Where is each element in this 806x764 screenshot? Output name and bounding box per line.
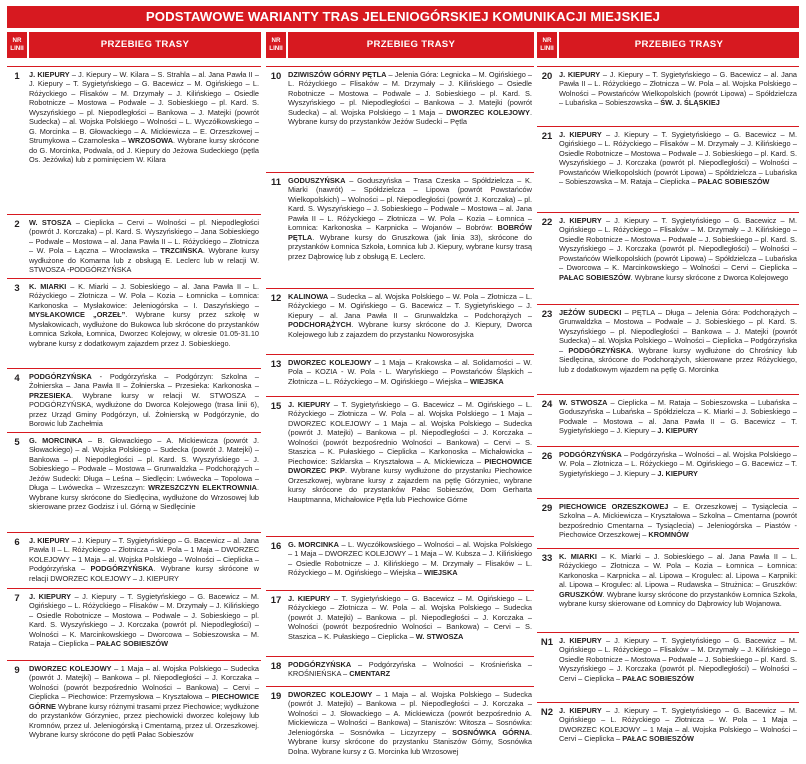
route-description: DWORZEC KOLEJOWY – 1 Maja – al. Wojska Polskiego – Sudecka (powrót J. Matejki) – Bankowa – pl. Niepodległości – J. Korczaka – Wolności – J. Słowackiego – A. Mickiewicza (powrót bezpośrednio A. Mickiewicza – Wolności – Bankowa) – Staniszów: Witosza – Sosnówka: Jeleniogórska – Sosnówka – Liczyrzepy – SOSNÓWKA GÓRNA. Wybrane kursy skrócone do przystanku Staniszów Górny, Sosnówka Dolna. Wybrane kursy z G. Morcinka lub Wrzosowej [288, 690, 532, 756]
route-description: PODGÓRZYŃSKA – Podgórzyńska – Wolności – Krośnieńska – KROŚNIEŃSKA – CMENTARZ [288, 660, 532, 679]
line-number: 15 [270, 401, 282, 412]
route-entry [537, 394, 799, 446]
route-description: J. KIEPURY – J. Kiepury – T. Sygietyńskiego – G. Bacewicz – M. Ogińskiego – L. Różyckiego – Flisaków – M. Drzymały – J. Kilińskiego – Osiedle Robotnicze – Mostowa – Podwale – J. Sobieskiego – pl. Kard. S. Wyszyńskiego – J. Korczaka (powrót pl. Niepodległości) – Wolności – Powstańców Wielkopolskich (powrót Lipowa) – Spółdzielcza – Lubańska – Sobieszowska – M. Rataja – Cieplicka – PAŁAC SOBIESZÓW [559, 130, 797, 187]
route-description: JEŻÓW SUDECKI – PĘTLA – Długa – Jelenia Góra: Podchorążych – Grunwaldzka – Mostowa – Podwale – J. Sobieskiego – pl. Kard. S. Wyszyńskiego – pl. Niepodległości – Bankowa – J. Matejki (powrót Sudecka) – al. Wojska Polskiego – Wolności – Cieplicka – Podgórzyńska – PODGÓRZYŃSKA. Wybrane kursy wydłużone do Chrośnicy lub Siedlęcina, skrócone do Podchorążych, skierowane przez Różyckiego, lub z dodatkowym wjazdem na pętlę G. Morcinka [559, 308, 798, 374]
route-entry [7, 432, 261, 532]
route-entry [266, 66, 534, 172]
line-number: 2 [14, 219, 20, 230]
routes-column-3 [537, 32, 799, 758]
line-number: 22 [541, 217, 553, 228]
routes-column-1 [7, 32, 261, 758]
route-description: K. MIARKI – K. Miarki – J. Sobieskiego – al. Jana Pawła II – L. Różyckiego – Złotnicza – W. Pola – Kozia – Łomnicka – Łomnica: Karkonoska – Mysłakowice: Jeleniogórska – I. Daszyńskiego – MYSŁAKOWICE „ORZEŁ”. Wybrane kursy przez szkołę w Mysłakowicach, wydłużone do Bukowca lub skrócone do przystanków Łomnica Szkoła, Łomnica, Dworzec Kolejowy, w okresie 01.05-31.10 wybrane kursy z dodatkowym zajazdem przez J. Sobieskiego. [29, 282, 260, 348]
route-description: J. KIEPURY – T. Sygietyńskiego – G. Bacewicz – M. Ogińskiego – L. Różyckiego – Złotnicza – W. Pola – al. Wojska Polskiego – 1 Maja – DWORZEC KOLEJOWY – 1 Maja – al. Wojska Polskiego – Sudecka (powrót J. Matejki) – Bankowa – pl. Niepodległości – J. Korczaka – Wolności (powrót bezpośrednio Wolności – Bankowa) – Cervi – S. Staszica – K. Pułaskiego – Cieplicka – Karkonoska – Michałowicka – Piechowice: Szklarska – Kryształowa – A. Mickiewicza – PIECHOWICE DWORZEC PKP. Wybrane kursy wydłużone do przystanku Piechowice Orzeszkowej, wybrane kursy z zajazdem na pętlę Górzyniec, wybrane kursy skrócone do przystanków Pałac Sobieszów, Dom Gerharta Hauptmanna, Michałowice Pętla lub Piechowice Górne [288, 400, 533, 504]
route-description: G. MORCINKA – B. Głowackiego – A. Mickiewicza (powrót J. Słowackiego) – al. Wojska Polskiego – Sudecka (powrót J. Matejki) – Bankowa – pl. Niepodległości – pl. Kard. S. Wyszyńskiego – J. Sobieskiego – Podwale – Mostowa – Grunwaldzka – Podchorążych – Jeżów Sudecki: Długa – Leśna – Siedlęcin: Lwówecka – Topolowa – Długa – Lwówecka – Wrzeszczyn: WRZESZCZYN ELEKTROWNIA. Wybrane kursy skrócone do Siedlęcina, wydłużone do Wrzosowej lub skierowane przez Godzisz i ul. Górną w Siedlęcinie [29, 436, 259, 512]
route-entry [266, 536, 534, 590]
route-header: PRZEBIEG TRASY [559, 32, 799, 58]
page-title: PODSTAWOWE WARIANTY TRAS JELENIOGÓRSKIEJ KOMUNIKACJI MIEJSKIEJ [7, 6, 799, 28]
route-description: J. KIEPURY – T. Sygietyńskiego – G. Bacewicz – M. Ogińskiego – L. Różyckiego – Złotnicza – W. Pola – al. Wojska Polskiego – Sudecka (powrót J. Matejki) – Bankowa – pl. Niepodległości – J. Korczaka – Wolności (powrót bezpośrednio Wolności – Bankowa) – Cervi – S. Staszica – K. Pułaskiego – Cieplicka – W. STWOSZA [288, 594, 533, 641]
line-number-header: NR LINII [266, 32, 286, 58]
route-description: PODGÓRZYŃSKA – Podgórzyńska – Wolności – al. Wojska Polskiego – W. Pola – Złotnicza – L. Różyckiego – M. Ogińskiego – G. Bacewicz – T. Sygietyńskiego – J. Kiepury – J. KIEPURY [559, 450, 797, 478]
route-description: K. MIARKI – K. Miarki – J. Sobieskiego – al. Jana Pawła II – L. Różyckiego – Złotnicza – W. Pola – Kozia – Łomnica – Łomnica: Karkonoska – Karpnicka – al. Lipowa – Krogulec: al. Lipowa – Karpniki: al. Lipowa – Krogulec: al. Lipowa – Rudawska – Strużnica: – Gruszków: GRUSZKÓW. Wybrane kursy skrócone do przystanków Łomnica Szkoła, wybrane kursy skierowane od Łomnicy do Dąbrowicy lub Wojanowa. [559, 552, 797, 609]
route-description: J. KIEPURY – J. Kiepury – T. Sygietyńskiego – G. Bacewicz – al. Jana Pawła II – L. Różyckiego – Złotnicza – W. Pola – 1 Maja – DWORZEC KOLEJOWY – 1 Maja – al. Wojska Polskiego – Wolności – Cieplicka – Podgórzyńska – PODGÓRZYŃSKA. Wybrane kursy skrócone w relacji DWORZEC KOLEJOWY – J. KIEPURY [29, 536, 260, 583]
line-number: N1 [540, 637, 554, 648]
column-header [7, 32, 261, 58]
line-number: 16 [270, 541, 282, 552]
route-entry [7, 368, 261, 432]
route-entry [537, 66, 799, 126]
line-number: 21 [541, 131, 553, 142]
line-number: 11 [270, 177, 282, 188]
route-entry [266, 656, 534, 686]
line-number: 18 [270, 661, 282, 672]
line-number: 4 [14, 373, 20, 384]
line-number: 5 [14, 437, 20, 448]
route-entry [7, 532, 261, 588]
route-entry [266, 590, 534, 656]
route-description: PODGÓRZYŃSKA - Podgórzyńska – Podgórzyn: Szkolna – Żołnierska – Jana Pawła II – Żołnierska – Przesieka: Karkonoska – PRZESIEKA. Wybrane kursy w relacji W. STWOSZA – PODGÓRZYŃSKA, wydłużone do Dworca Kolejowego (trasa linii 6), przez Urząd Gminy Podgórzyn, ul. Żołnierską w Podgórzynie, do Borowic lub Zachełmia [29, 372, 259, 429]
line-number: 29 [541, 503, 553, 514]
route-entry [537, 212, 799, 304]
route-description: GODUSZYŃSKA – Goduszyńska – Trasa Czeska – Spółdzielcza – K. Miarki (nawrót) – Spółdzielcza – Lipowa (powrót Powstańców Wielkopolskich) – Wolności – pl. Niepodległości (powrót J. Korczaka) – pl. Kard. S. Wyszyńskiego – J. Sobieskiego – Podwale – Mostowa – al. Jana Pawła II – L. Różyckiego – Złotnicza – W. Pola – Kozia – Łomnica – Łomnica: Karkonoska – Karpnicka – Wojanów – Bobrów: BOBRÓW PĘTLA. Wybrane kursy do Gruszkowa (jak linia 33), skrócone do przystanków Łomnica Szkoła, Łomnica lub J. Kiepury, wybrane kursy trasą przez Dąbrowicę lub z obsługą E. Leclerc. [288, 176, 532, 261]
route-description: J. KIEPURY – J. Kiepury – T. Sygietyńskiego – G. Bacewicz – M. Ogińskiego – L. Różyckiego – Flisaków – M. Drzymały – J. Kilińskiego – Osiedle Robotnicze – Mostowa – Podwale – J. Sobieskiego – pl. Kard. S. Wyszyńskiego – J. Korczaka (powrót pl. Niepodległości) – Wolności – Powstańców Wielkopolskich (powrót Lipowa) – Spółdzielcza – Lubańska – Dworcowa – K. Marcinkowskiego – Wolności – Cervi – Cieplicka – PAŁAC SOBIESZÓW. Wybrane kursy skrócone z Dworca Kolejowego [559, 216, 797, 282]
route-entry [7, 214, 261, 278]
line-number: 26 [541, 451, 553, 462]
route-description: J. KIEPURY – J. Kiepury – T. Sygietyńskiego – G. Bacewicz – M. Ogińskiego – L. Różyckiego – Flisaków – M. Drzymały – J. Kilińskiego – Osiedle Robotnicze – Mostowa – Podwale – J. Sobieskiego – pl. Kard. S. Wyszyńskiego – J. Korczaka (powrót pl. Niepodległości) – Wolności – K. Marcinkowskiego – Dworcowa – Sobieszowska – M. Rataja – Cieplicka – PAŁAC SOBIESZÓW [29, 592, 259, 649]
line-number: 10 [270, 71, 282, 82]
route-description: G. MORCINKA – L. Wyczółkowskiego – Wolności – al. Wojska Polskiego – 1 Maja – DWORZEC KOLEJOWY – 1 Maja – W. Kubsza – J. Kilińskiego – Osiedle Robotnicze – J. Kilińskiego – M. Drzymały – Flisaków – L. Różyckiego – M. Ogińskiego – Wiejska – WIEJSKA [288, 540, 532, 578]
line-number: 20 [541, 71, 553, 82]
line-number: 24 [541, 399, 553, 410]
route-description: J. KIEPURY – J. Kiepury – T. Sygietyńskiego – G. Bacewicz – M. Ogińskiego – L. Różyckiego – Flisaków – M. Drzymały – J. Kilińskiego – Osiedle Robotnicze – Mostowa – Podwale – J. Sobieskiego – pl. Kard. S. Wyszyńskiego – J. Korczaka (powrót pl. Niepodległości) – Wolności – Cervi – Cieplicka – PAŁAC SOBIESZÓW [559, 636, 797, 683]
route-header: PRZEBIEG TRASY [29, 32, 261, 58]
line-number: 17 [270, 595, 282, 606]
route-description: DWORZEC KOLEJOWY – 1 Maja – Krakowska – al. Solidarności – W. Pola – KOZIA - W. Pola - L. Waryńskiego – Powstańców Śląskich – Złotnicza – L. Różyckiego – M. Ogińskiego – Wiejska – WIEJSKA [288, 358, 532, 386]
route-description: PIECHOWICE ORZESZKOWEJ – E. Orzeszkowej – Tysiąclecia – Szkolna – A. Mickiewicza – Kryształowa – Szkolna – Cmentarna (powrót bezpośrednio Cmentarna – Tysiąclecia) – Jeleniogórska – Piastów - Piechowice Orzeszkowej – KROMNÓW [559, 502, 797, 540]
route-entry [537, 304, 799, 394]
route-description: J. KIEPURY – J. Kiepury – T. Sygietyńskiego – G. Bacewicz – al. Jana Pawła II – L. Różyckiego – Złotnicza – W. Pola – al. Wojska Polskiego – Wolności – Powstańców Wielkopolskich (powrót Lipowa) – Spółdzielcza – Lubańska – Sobieszowska – ŚW. J. ŚLĄSKIEJ [559, 70, 797, 108]
route-entry [266, 686, 534, 758]
line-number-header: NR LINII [7, 32, 27, 58]
line-number: 19 [270, 691, 282, 702]
line-number: 7 [14, 593, 20, 604]
route-description: J. KIEPURY – J. Kiepury – W. Kilara – S. Strahla – al. Jana Pawła II – J. Kiepury – T. Sygietyńskiego – G. Bacewicz – M. Ogińskiego – L. Różyckiego – Flisaków – M. Drzymały – J. Kilińskiego – Osiedle Robotnicze – Mostowa – Podwale – J. Sobieskiego – pl. Kard. S. Wyszyńskiego – pl. Niepodległości – Bankowa – J. Matejki (powrót Sudecka) – al. Wojska Polskiego – Wolności – L. Wyczółkowskiego – G. Morcinka – B. Głowackiego – A. Mickiewicza – E. Orzeszkowej – Strumykowa – Czarnoleska – WRZOSOWA. Wybrane kursy skrócone do G. Morcinka, Podwala, od J. Kiepury do Jeżowa Sudeckiego (pętla Os. Jeżówka) lub z pominięciem W. Kilara [29, 70, 259, 165]
line-number: 6 [14, 537, 20, 548]
route-entry [266, 172, 534, 288]
route-entry [7, 588, 261, 660]
route-description: J. KIEPURY – J. Kiepury – T. Sygietyńskiego – G. Bacewicz – M. Ogińskiego – L. Różyckiego – Złotnicza – W. Pola – 1 Maja – DWORZEC KOLEJOWY – 1 Maja – al. Wojska Polskiego – Wolności – Cervi – Cieplicka – PAŁAC SOBIESZÓW [559, 706, 797, 744]
route-entry [7, 278, 261, 368]
route-description: KALINOWA – Sudecka – al. Wojska Polskiego – W. Pola – Złotnicza – L. Różyckiego – M. Ogińskiego – G. Bacewicz – T. Sygietyńskiego – J. Kiepury – al. Jana Pawła II – Grunwaldzka – Podchorążych – PODCHORĄŻYCH. Wybrane kursy skrócone do J. Kiepury, Dworca Kolejowego lub z zajazdem do przystanku Noworosyjska [288, 292, 532, 339]
route-entry [537, 548, 799, 632]
route-entry [7, 66, 261, 214]
line-number-header: NR LINII [537, 32, 557, 58]
column-header [266, 32, 534, 58]
route-header: PRZEBIEG TRASY [288, 32, 534, 58]
route-entry [537, 498, 799, 548]
line-number: N2 [540, 707, 554, 718]
route-description: DZIWISZÓW GÓRNY PĘTLA – Jelenia Góra: Legnicka – M. Ogińskiego – L. Różyckiego – Flisaków – M. Drzymały – J. Kilińskiego – Osiedle Robotnicze – Mostowa – Podwale – J. Sobieskiego – pl. Kard. S. Wyszyńskiego – pl. Niepodległości – Bankowa – J. Matejki (powrót Sudecka) – al. Wojska Polskiego – 1 Maja – DWORZEC KOLEJOWY. Wybrane kursy do przystanków Jeżów Sudecki – Pętla [288, 70, 532, 127]
route-entry [537, 702, 799, 758]
route-description: DWORZEC KOLEJOWY – 1 Maja – al. Wojska Polskiego – Sudecka (powrót J. Matejki) – Bankowa – pl. Niepodległości – J. Korczaka – Wolności (powrót bezpośrednio Wolności – Bankowa) – Cervi – Cieplicka – Piechowice: Przemysłowa – Kryształowa – PIECHOWICE GÓRNE Wybrane kursy różnymi trasami przez Piechowice; wydłużone do przystanków Górzyniec, przez piechowicki dworzec kolejowy lub Kromnów, przez ul. Jeleniogórską i Cmentarną, przez ul. Orzeszkowej. Wybrane kursy skrócone do pętli Pałac Sobieszów [29, 664, 259, 740]
route-entry [537, 632, 799, 702]
route-entry [266, 354, 534, 396]
route-entry [537, 126, 799, 212]
line-number: 13 [270, 359, 282, 370]
route-description: W. STWOSZA – Cieplicka – M. Rataja – Sobieszowska – Lubańska – Goduszyńska – Lubańska – Spółdzielcza – K. Miarki – J. Sobieskiego – Podwale – Mostowa – al. Jana Pawła II – G. Bacewicz – T. Sygietyńskiego – J. Kiepury – J. KIEPURY [559, 398, 797, 436]
routes-column-2 [266, 32, 534, 758]
line-number: 33 [541, 553, 553, 564]
line-number: 3 [14, 283, 20, 294]
route-entry [266, 288, 534, 354]
column-header [537, 32, 799, 58]
route-description: W. STOSZA – Cieplicka – Cervi – Wolności – pl. Niepodległości (powrót J. Korczaka) – pl. Kard. S. Wyszyńskiego – Jana Sobieskiego – Podwale – Mostowa – al. Jana Pawła II – L. Różyckiego – Złotnicza – W. Pola – Łączna – Wrocławska – TRZCIŃSKA. Wybrane kursy wydłużone do Komarna lub z obsługą E. Leclerc lub w relacji W. STWOSZA -PODGÓRZYŃSKA [29, 218, 260, 275]
line-number: 23 [541, 309, 553, 320]
line-number: 1 [14, 71, 20, 82]
line-number: 9 [14, 665, 20, 676]
line-number: 12 [270, 293, 282, 304]
route-entry [537, 446, 799, 498]
route-entry [7, 660, 261, 758]
route-entry [266, 396, 534, 536]
